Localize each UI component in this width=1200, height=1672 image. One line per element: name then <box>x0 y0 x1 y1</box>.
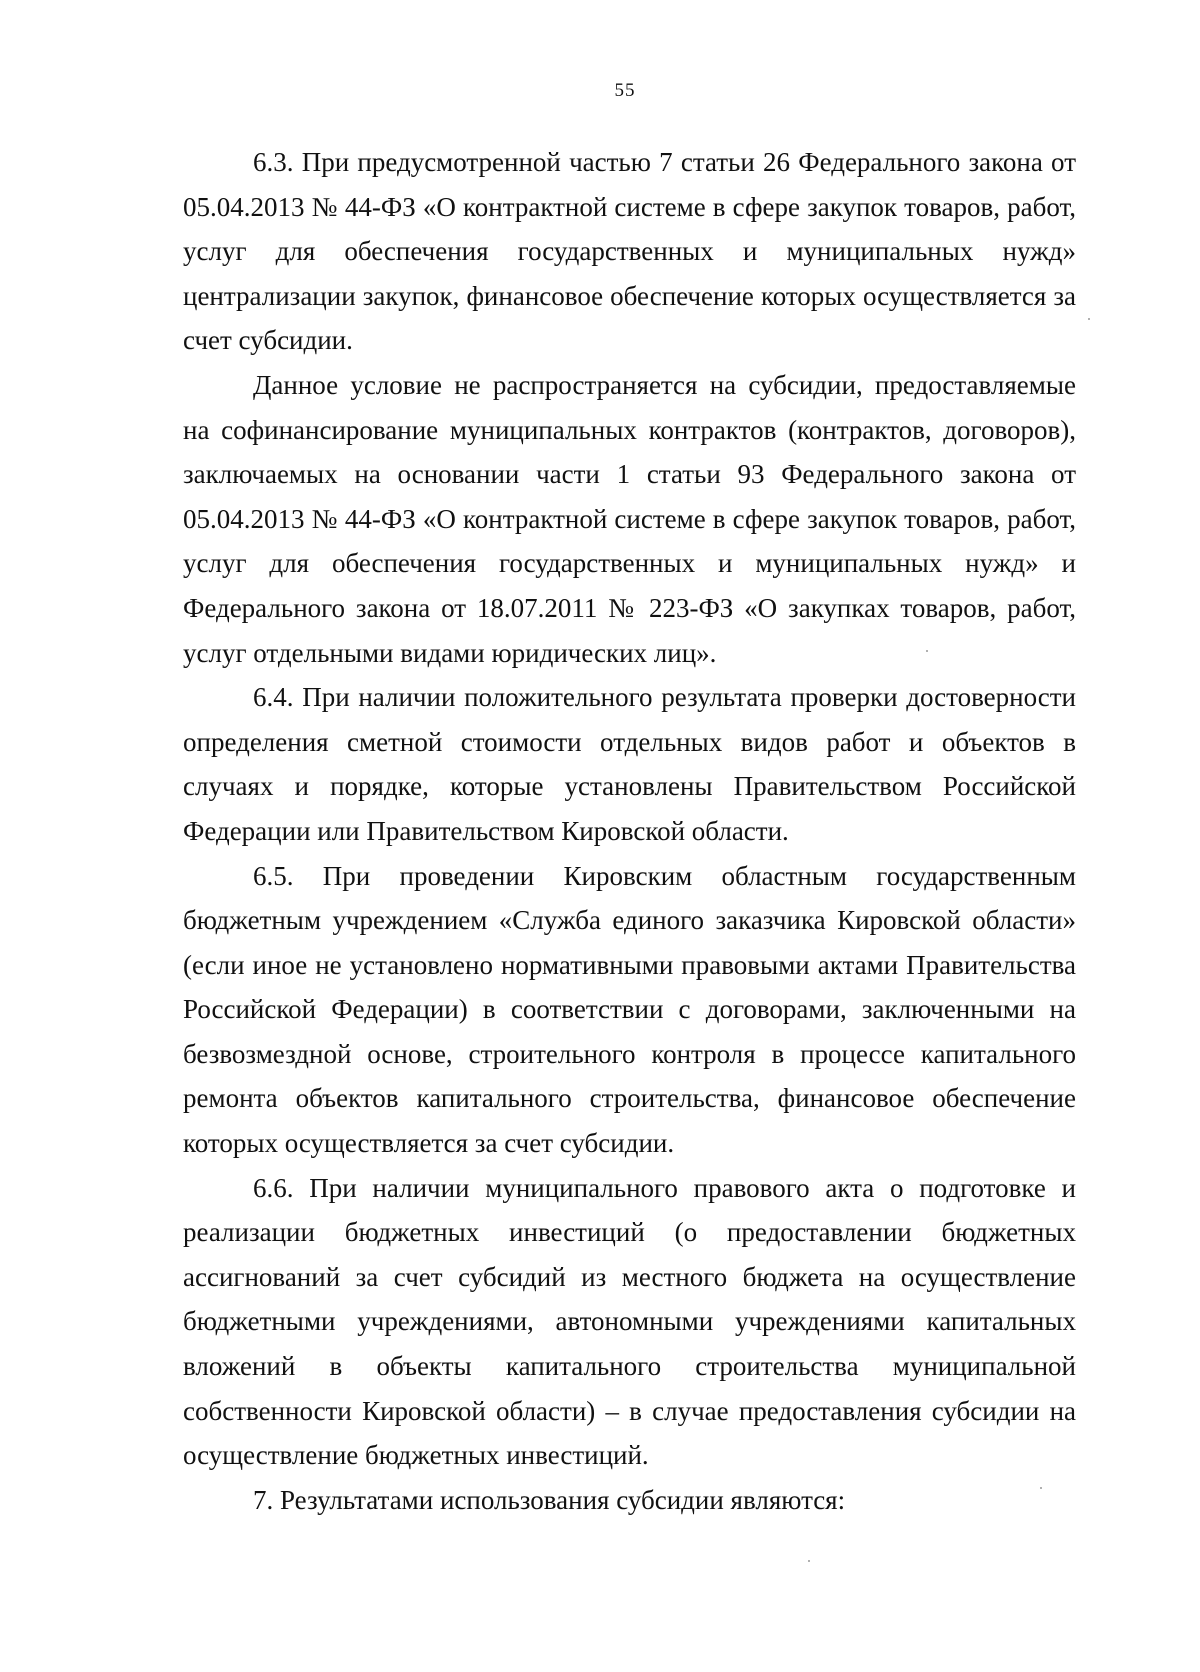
scan-speck <box>926 650 928 652</box>
paragraph-6-5: 6.5. При проведении Кировским областным государственным бюджетным учреждением «Служба единого заказчика Кировской области» (если иное не установлено нормативными правовыми актами Правительства Российской Федерации) в соответствии с договорами, заключенными на безвозмездной основе, строительного контроля в процессе капитального ремонта объектов капитального строительства, финансовое обеспечение которых осуществляется за счет субсидии. <box>183 860 1076 1159</box>
document-body <box>183 140 1076 1522</box>
paragraph-6-3: 6.3. При предусмотренной частью 7 статьи 26 Федерального закона от 05.04.2013 № 44-ФЗ «О контрактной системе в сфере закупок товаров, работ, услуг для обеспечения государственных и муниципальных нужд» централизации закупок, финансовое обеспечение которых осуществляется за счет субсидии. <box>183 147 1076 356</box>
scan-speck <box>1040 1487 1042 1489</box>
paragraph-6-6: 6.6. При наличии муниципального правового акта о подготовке и реализации бюджетных инвестиций (о предоставлении бюджетных ассигнований за счет субсидий из местного бюджета на осуществление бюджетными учреждениями, автономными учреждениями капитальных вложений в объекты капитального строительства муниципальной собственности Кировской области) – в случае предоставления субсидии на осуществление бюджетных инвестиций. <box>183 1172 1076 1471</box>
paragraph-7: 7. Результатами использования субсидии являются: <box>253 1484 846 1515</box>
paragraph-6-4: 6.4. При наличии положительного результата проверки достоверности определения сметной стоимости отдельных видов работ и объектов в случаях и порядке, которые установлены Правительством Российской Федерации или Правительством Кировской области. <box>183 682 1076 846</box>
scan-speck <box>1088 318 1090 320</box>
page-number: 55 <box>614 80 636 101</box>
scan-speck <box>808 1560 810 1562</box>
paragraph-6-3-continuation: Данное условие не распространяется на субсидии, предоставляемые на софинансирование муниципальных контрактов (контрактов, договоров), заключаемых на основании части 1 статьи 93 Федерального закона от 05.04.2013 № 44-ФЗ «О контрактной системе в сфере закупок товаров, работ, услуг для обеспечения государственных и муниципальных нужд» и Федерального закона от 18.07.2011 № 223-ФЗ «О закупках товаров, работ, услуг отдельными видами юридических лиц». <box>183 369 1076 668</box>
